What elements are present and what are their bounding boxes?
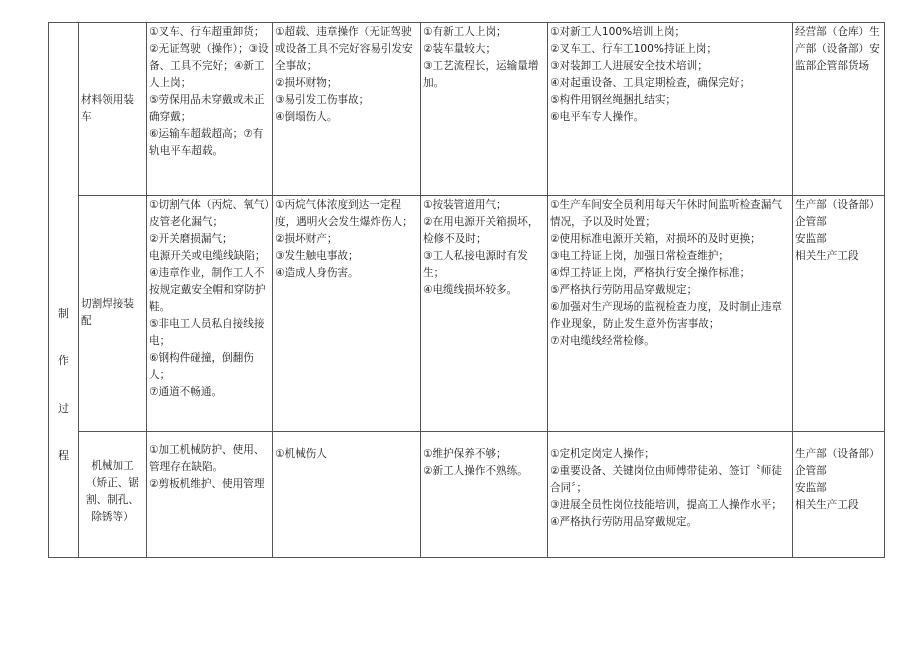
department-item: 相关生产工段 (795, 250, 859, 262)
stage-char: 制 (58, 306, 69, 320)
measure-item: ⑦对电缆线经常检修。 (550, 335, 655, 347)
measure-item: ①定机定岗定人操作； (550, 448, 655, 460)
measure-item: ①生产车间安全员利用每天午休时间监听检查漏气情况，予以及时处置； (550, 199, 782, 228)
stage-cell (49, 23, 79, 558)
process-name: 材料领用装车 (79, 23, 147, 196)
measure-item: ④严格执行劳防用品穿戴规定。 (550, 516, 698, 528)
measure-item: ①对新工人100%培训上岗； (550, 26, 686, 38)
table-row (49, 196, 885, 432)
hazard-item: ①叉车、行车超重卸货； (149, 26, 265, 38)
cause-cell (421, 196, 548, 432)
consequence-item: ④造成人身伤害。 (275, 267, 359, 279)
measure-item: ④对起重设备、工具定期检查，确保完好； (550, 77, 751, 89)
cause-item: ②新工人操作不熟练。 (423, 465, 528, 477)
hazard-item: ⑦通道不畅通。 (149, 386, 223, 398)
process-name: 切割焊接装配 (79, 196, 147, 432)
cause-item: ④电缆线损坏较多。 (423, 284, 518, 296)
stage-char: 过 (58, 401, 69, 415)
table-row (49, 23, 885, 196)
hazard-item: ①加工机械防护、使用、管理存在缺陷。 (149, 444, 265, 473)
consequence-cell (273, 196, 421, 432)
cause-item: ①有新工人上岗； (423, 26, 507, 38)
consequence-cell (273, 432, 421, 558)
department-item: 相关生产工段 (795, 499, 859, 511)
consequence-cell (273, 23, 421, 196)
cause-item: ②装车量较大； (423, 43, 497, 55)
department-cell (793, 196, 885, 432)
department-item: 经营部（仓库）生产部（设备部）安监部企管部货场 (795, 26, 880, 72)
hazard-item: ②无证驾驶（操作）；③设备、工具不完好；④新工人上岗； (149, 43, 269, 89)
hazard-item: ②开关磨损漏气； (149, 233, 233, 245)
hazard-item: ⑥运输车超载超高；⑦有轨电平车超载。 (149, 128, 264, 157)
measure-item: ②使用标准电源开关箱，对损坏的及时更换； (550, 233, 761, 245)
hazard-cell (147, 432, 273, 558)
measure-item: ⑤构件用钢丝绳捆扎结实； (550, 94, 677, 106)
measure-item: ③电工持证上岗，加强日常检查维护； (550, 250, 729, 262)
hazard-item: ④违章作业，制作工人不按规定戴安全帽和穿防护鞋。 (149, 267, 266, 313)
cause-item: ②在用电源开关箱损坏，检修不及时； (423, 216, 539, 245)
stage-char: 作 (58, 354, 69, 368)
process-name: 机械加工（矫正、锯割、制孔、除锈等） (79, 432, 147, 558)
stage-char: 程 (58, 449, 69, 463)
measure-cell (548, 23, 793, 196)
consequence-item: ④倒塌伤人。 (275, 111, 338, 123)
cause-cell (421, 23, 548, 196)
hazard-cell (147, 196, 273, 432)
measure-item: ④焊工持证上岗，严格执行安全操作标准； (550, 267, 751, 279)
measure-item: ②重要设备、关键岗位由师傅带徒弟、签订〝师徒合同〞； (550, 465, 782, 494)
department-item: 生产部（设备部） (795, 199, 880, 211)
measure-item: ⑤严格执行劳防用品穿戴规定； (550, 284, 698, 296)
consequence-item: ①机械伤人 (275, 448, 327, 460)
measure-cell (548, 432, 793, 558)
measure-item: ⑥电平车专人操作。 (550, 111, 645, 123)
consequence-item: ③发生触电事故； (275, 250, 359, 262)
hazard-item: ②剪板机维护、使用管理 (149, 478, 265, 490)
hazard-item: ⑤劳保用品未穿戴或未正确穿戴； (149, 94, 265, 123)
measure-item: ③进展全员性岗位技能培训，提高工人操作水平； (550, 499, 782, 511)
measure-item: ⑥加强对生产现场的监视检查力度，及时制止违章作业现象，防止发生意外伤害事故； (550, 301, 782, 330)
consequence-item: ①丙烷气体浓度到达一定程度，遇明火会发生爆炸伤人； (275, 199, 413, 228)
department-item: 企管部 (795, 216, 827, 228)
risk-assessment-table (48, 22, 885, 558)
consequence-item: ③易引发工伤事故； (275, 94, 370, 106)
measure-cell (548, 196, 793, 432)
department-item: 生产部（设备部） (795, 448, 880, 460)
department-item: 安监部 (795, 482, 827, 494)
hazard-item: ①切割气体（丙烷、氧气）皮管老化漏气； (149, 199, 270, 228)
department-item: 安监部 (795, 233, 827, 245)
measure-item: ②叉车工、行车工100%持证上岗； (550, 43, 717, 55)
hazard-item: 电源开关或电缆线缺陷； (149, 250, 266, 262)
cause-item: ③工艺流程长，运输量增加。 (423, 60, 539, 89)
consequence-item: ②损坏财物； (275, 77, 338, 89)
department-item: 企管部 (795, 465, 827, 477)
measure-item: ③对装卸工人进展安全技术培训； (550, 60, 708, 72)
consequence-item: ②损坏财产； (275, 233, 338, 245)
cause-cell (421, 432, 548, 558)
department-cell (793, 23, 885, 196)
consequence-item: ①超载、违章操作（无证驾驶或设备工具不完好容易引发安全事故； (275, 26, 413, 72)
cause-item: ①维护保养不够； (423, 448, 507, 460)
table-row (49, 432, 885, 558)
hazard-item: ⑤非电工人员私自接线接电； (149, 318, 265, 347)
hazard-cell (147, 23, 273, 196)
hazard-item: ⑥钢构件碰撞，倒翻伤人； (149, 352, 254, 381)
cause-item: ①按装管道用气； (423, 199, 507, 211)
department-cell (793, 432, 885, 558)
cause-item: ③工人私接电源时有发生； (423, 250, 528, 279)
